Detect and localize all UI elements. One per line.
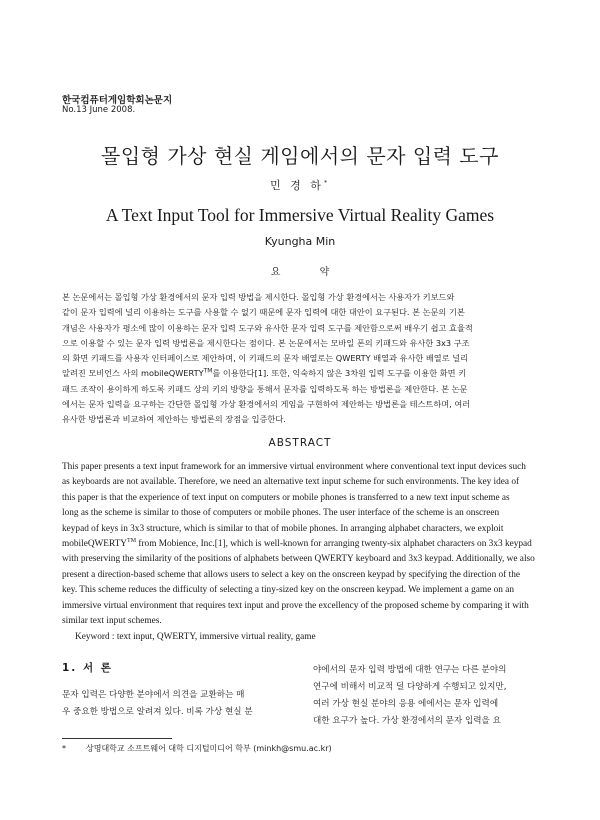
- abstract-en-line: keypad of keys in 3x3 structure, which is similar to that of mobile phones. In arranging alphabet characters, we exploit: [62, 523, 504, 534]
- abstract-ko-line: [62, 366, 538, 381]
- author-korean-name: 민 경 하: [270, 179, 324, 192]
- abstract-en-segment: mobileQWERTY: [62, 539, 128, 550]
- body-column-left: [62, 687, 287, 721]
- section-heading-introduction: 1. 서 론: [62, 662, 113, 674]
- abstract-en-line: present a direction-based scheme that allows users to select a key on the onscreen keypad by specifying the direction of the: [62, 569, 520, 580]
- trademark-mark: TM: [127, 537, 137, 544]
- author-footnote-mark: *: [323, 179, 330, 187]
- english-abstract: [62, 460, 538, 629]
- abstract-en-line: [62, 537, 538, 552]
- body-line: 우 중요한 방법으로 알려져 있다. 비록 가상 현실 분: [62, 707, 253, 717]
- footnote-mark: *: [62, 744, 66, 753]
- body-line: 문자 입력은 다양한 분야에서 의견을 교환하는 매: [62, 690, 245, 700]
- body-line: 연구에 비해서 비교적 덜 다양하게 수행되고 있지만,: [313, 682, 507, 692]
- english-abstract-heading: ABSTRACT: [268, 437, 332, 449]
- footnote-text: 상명대학교 소프트웨어 대학 디지털미디어 학부 (minkh@smu.ac.kr): [86, 744, 332, 753]
- keywords: Keyword : text input, QWERTY, immersive virtual reality, game: [75, 632, 316, 642]
- abstract-ko-line: 같이 문자 입력에 널리 이용하는 도구를 사용할 수 없기 때문에 문자 입력에 대한 대안이 요구된다. 본 논문의 기본: [62, 307, 465, 318]
- body-column-right: [313, 662, 538, 730]
- abstract-ko-line: 에서는 문자 입력을 요구하는 간단한 몰입형 가상 환경에서의 게임을 구현하여 제안하는 방법론을 테스트하며, 여러: [62, 399, 471, 410]
- abstract-en-line: this paper is that the experience of text input on computers or mobile phones is transferred to a new text input scheme as: [62, 492, 510, 503]
- abstract-ko-segment: 를 이용한다[1]. 또한, 익숙하지 않은 3차원 입력 도구를 이용한 화면 키: [212, 368, 467, 379]
- abstract-ko-line: 개념은 사용자가 평소에 많이 이용하는 문자 입력 도구와 유사한 문자 입력 도구를 제안함으로써 배우기 쉽고 효율적: [62, 322, 473, 333]
- abstract-ko-segment: 알려진 모비언스 사의 mobileQWERTY: [62, 368, 204, 379]
- author-korean: [0, 177, 600, 193]
- body-line: 야에서의 문자 입력 방법에 대한 연구는 다른 분야의: [313, 665, 507, 675]
- issue-info: No.13 June 2008.: [62, 105, 136, 115]
- abstract-en-segment: from Mobience, Inc.[1], which is well-known for arranging twenty-six alphabet characters on 3x3 keypad: [136, 539, 532, 550]
- body-line: 여러 가상 현실 분야의 응용 에에서는 문자 입력에: [313, 699, 499, 709]
- body-line: 대한 요구가 높다. 가상 환경에서의 문자 입력을 요: [313, 716, 501, 726]
- korean-abstract-heading: 요 약: [270, 267, 348, 278]
- footnote-divider: [62, 738, 172, 739]
- author-english: Kyungha Min: [264, 235, 336, 248]
- abstract-en-line: key. This scheme reduces the difficulty of selecting a tiny-sized key on the onscreen keypad. We implement a game on an: [62, 585, 514, 596]
- abstract-ko-line: 의 화면 키패드를 사용자 인터페이스로 제안하며, 이 키패드의 문자 배열로는 QWERTY 배열과 유사한 배열로 널리: [62, 353, 469, 364]
- abstract-ko-line: 패드 조작이 용이하게 하도록 키패드 상의 키의 방향을 통해서 문자를 입력하도록 하는 방법론을 제안한다. 본 논문: [62, 383, 468, 394]
- paper-title-english: A Text Input Tool for Immersive Virtual Reality Games: [105, 205, 495, 225]
- abstract-ko-line: 본 논문에서는 몰입형 가상 환경에서의 문자 입력 방법을 제시한다. 몰입형 가상 환경에서는 사용자가 키보드와: [62, 292, 455, 302]
- abstract-en-line: long as the scheme is similar to those of computers or mobile phones. The user interface of the scheme is an onscreen: [62, 508, 500, 519]
- abstract-en-line: with preserving the similarity of the positions of alphabets between QWERTY keyboard and 3x3 keypad. Additionally, we also: [62, 554, 535, 565]
- abstract-en-line: as keyboards are not available. Therefore, we need an alternative text input scheme for such environments. The key idea of: [62, 477, 520, 488]
- korean-abstract: [62, 290, 538, 428]
- paper-title-korean: 몰입형 가상 현실 게임에서의 문자 입력 도구: [101, 144, 499, 168]
- trademark-mark: TM: [203, 367, 213, 375]
- abstract-ko-line: 유사한 방법론과 비교하여 제안하는 방법론의 장점을 입증한다.: [62, 414, 286, 425]
- abstract-en-line: This paper presents a text input framework for an immersive virtual environment where conventional text input devices such: [62, 462, 526, 472]
- abstract-en-line: immersive virtual environment that requires text input and prove the excellency of the proposed scheme by comparing it with: [62, 600, 529, 611]
- footnote: [62, 743, 332, 754]
- abstract-en-line: similar text input schemes.: [62, 616, 162, 627]
- abstract-ko-line: 으로 이용할 수 있는 문자 입력 방법론을 제시한다는 점이다. 본 논문에서는 모바일 폰의 키패드와 유사한 3x3 구조: [62, 337, 470, 348]
- journal-name: 한국컴퓨터게임학회논문지: [62, 95, 173, 106]
